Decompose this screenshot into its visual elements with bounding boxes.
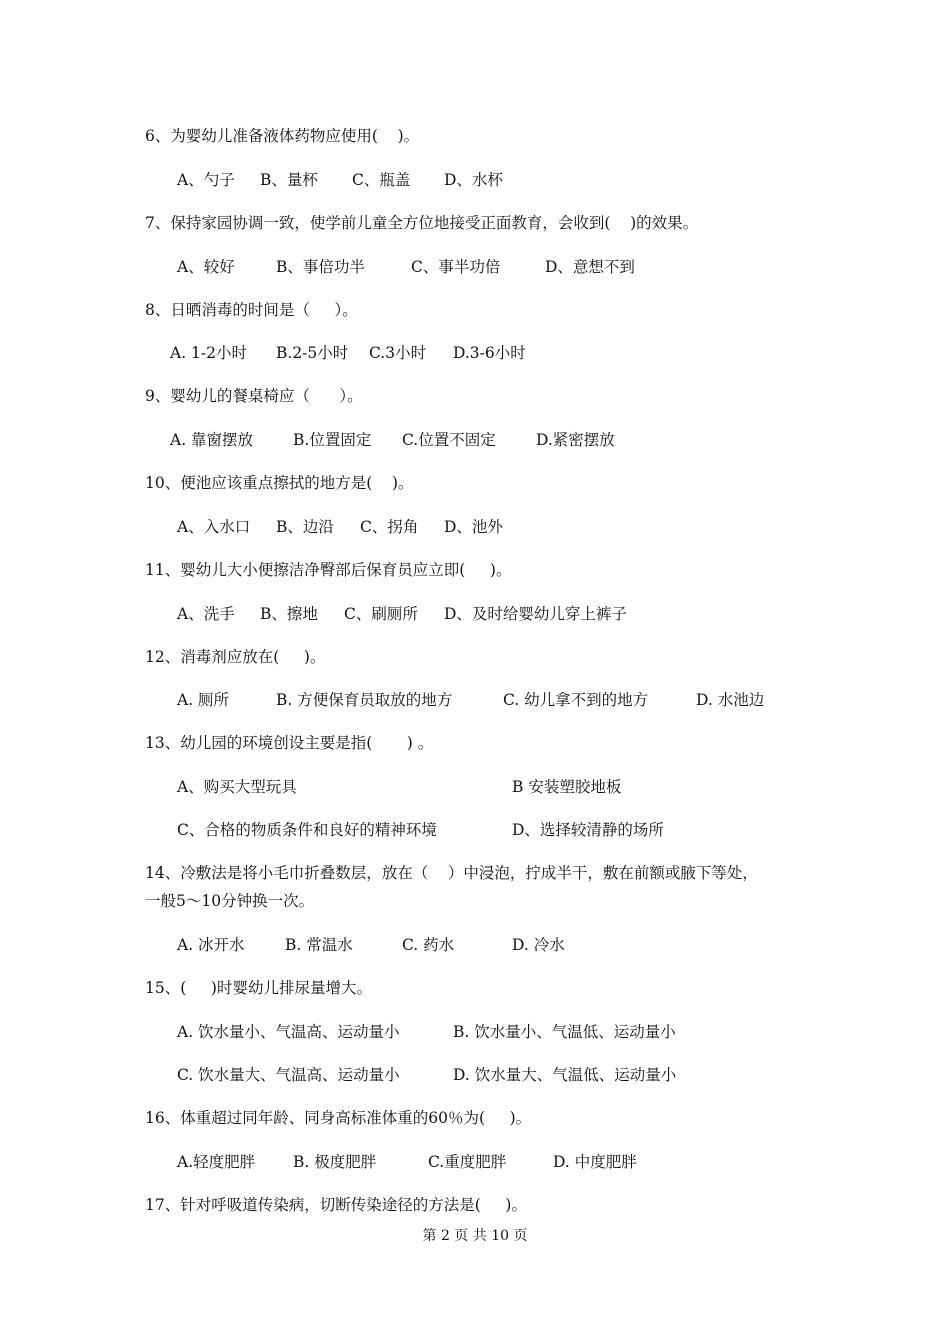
option-13d: D、选择较清静的场所 (512, 821, 664, 839)
option-11b: B、擦地 (260, 605, 318, 623)
question-10: 10、便池应该重点擦拭的地方是( )。 (145, 474, 414, 492)
option-10b: B、边沿 (276, 518, 334, 536)
option-8c: C.3小时 (369, 344, 427, 362)
option-15b: B. 饮水量小、气温低、运动量小 (453, 1023, 676, 1041)
option-8d: D.3-6小时 (453, 344, 526, 362)
option-11a: A、洗手 (177, 605, 235, 623)
option-10a: A、入水口 (177, 518, 251, 536)
option-11c: C、刷厕所 (344, 605, 418, 623)
option-15c: C. 饮水量大、气温高、运动量小 (177, 1066, 400, 1084)
option-13c: C、合格的物质条件和良好的精神环境 (177, 821, 437, 839)
question-17: 17、针对呼吸道传染病，切断传染途径的方法是( )。 (145, 1196, 527, 1214)
option-14a: A. 冰开水 (177, 936, 245, 954)
question-16: 16、体重超过同年龄、同身高标准体重的60％为( )。 (145, 1109, 532, 1127)
option-16a: A.轻度肥胖 (177, 1153, 256, 1171)
option-14d: D. 冷水 (512, 936, 565, 954)
option-14c: C. 药水 (402, 936, 455, 954)
option-16c: C.重度肥胖 (428, 1153, 507, 1171)
option-12b: B. 方便保育员取放的地方 (276, 691, 453, 709)
option-16d: D. 中度肥胖 (553, 1153, 637, 1171)
question-7: 7、保持家园协调一致，使学前儿童全方位地接受正面教育，会收到( )的效果。 (145, 214, 699, 232)
option-10c: C、拐角 (360, 518, 419, 536)
option-6b: B、量杯 (260, 171, 318, 189)
question-14: 14、冷敷法是将小毛巾折叠数层，放在（ ）中浸泡，拧成半干，敷在前额或腋下等处， (145, 864, 758, 882)
question-11: 11、婴幼儿大小便擦洁净臀部后保育员应立即( )。 (145, 561, 512, 579)
option-9c: C.位置不固定 (402, 431, 496, 449)
option-9a: A. 靠窗摆放 (170, 431, 254, 449)
option-8b: B.2-5小时 (276, 344, 349, 362)
option-8a: A. 1-2小时 (170, 344, 248, 362)
option-7b: B、事倍功半 (276, 258, 365, 276)
option-15a: A. 饮水量小、气温高、运动量小 (177, 1023, 400, 1041)
question-8: 8、日晒消毒的时间是（ ）。 (145, 301, 358, 319)
option-6a: A、勺子 (177, 171, 235, 189)
option-9b: B.位置固定 (293, 431, 372, 449)
option-13a: A、购买大型玩具 (177, 778, 297, 796)
option-13b: B 安装塑胶地板 (512, 778, 622, 796)
question-14-continued: 一般5～10分钟换一次。 (145, 892, 315, 910)
option-15d: D. 饮水量大、气温低、运动量小 (453, 1066, 677, 1084)
option-7a: A、较好 (177, 258, 235, 276)
question-12: 12、消毒剂应放在( )。 (145, 648, 326, 666)
option-7c: C、事半功倍 (411, 258, 501, 276)
question-15: 15、( )时婴幼儿排尿量增大。 (145, 979, 372, 997)
option-12d: D. 水池边 (696, 691, 765, 709)
question-6: 6、为婴幼儿准备液体药物应使用( )。 (145, 127, 420, 145)
question-9: 9、婴幼儿的餐桌椅应（ ）。 (145, 387, 363, 405)
option-12c: C. 幼儿拿不到的地方 (503, 691, 649, 709)
option-6d: D、水杯 (444, 171, 503, 189)
option-6c: C、瓶盖 (352, 171, 411, 189)
option-16b: B. 极度肥胖 (293, 1153, 377, 1171)
option-7d: D、意想不到 (545, 258, 635, 276)
option-12a: A. 厕所 (177, 691, 230, 709)
option-9d: D.紧密摆放 (536, 431, 615, 449)
option-10d: D、池外 (444, 518, 503, 536)
option-14b: B. 常温水 (285, 936, 353, 954)
page-footer: 第 2 页 共 10 页 (422, 1228, 528, 1244)
question-13: 13、幼儿园的环境创设主要是指( ) 。 (145, 734, 434, 752)
option-11d: D、及时给婴幼儿穿上裤子 (444, 605, 627, 623)
